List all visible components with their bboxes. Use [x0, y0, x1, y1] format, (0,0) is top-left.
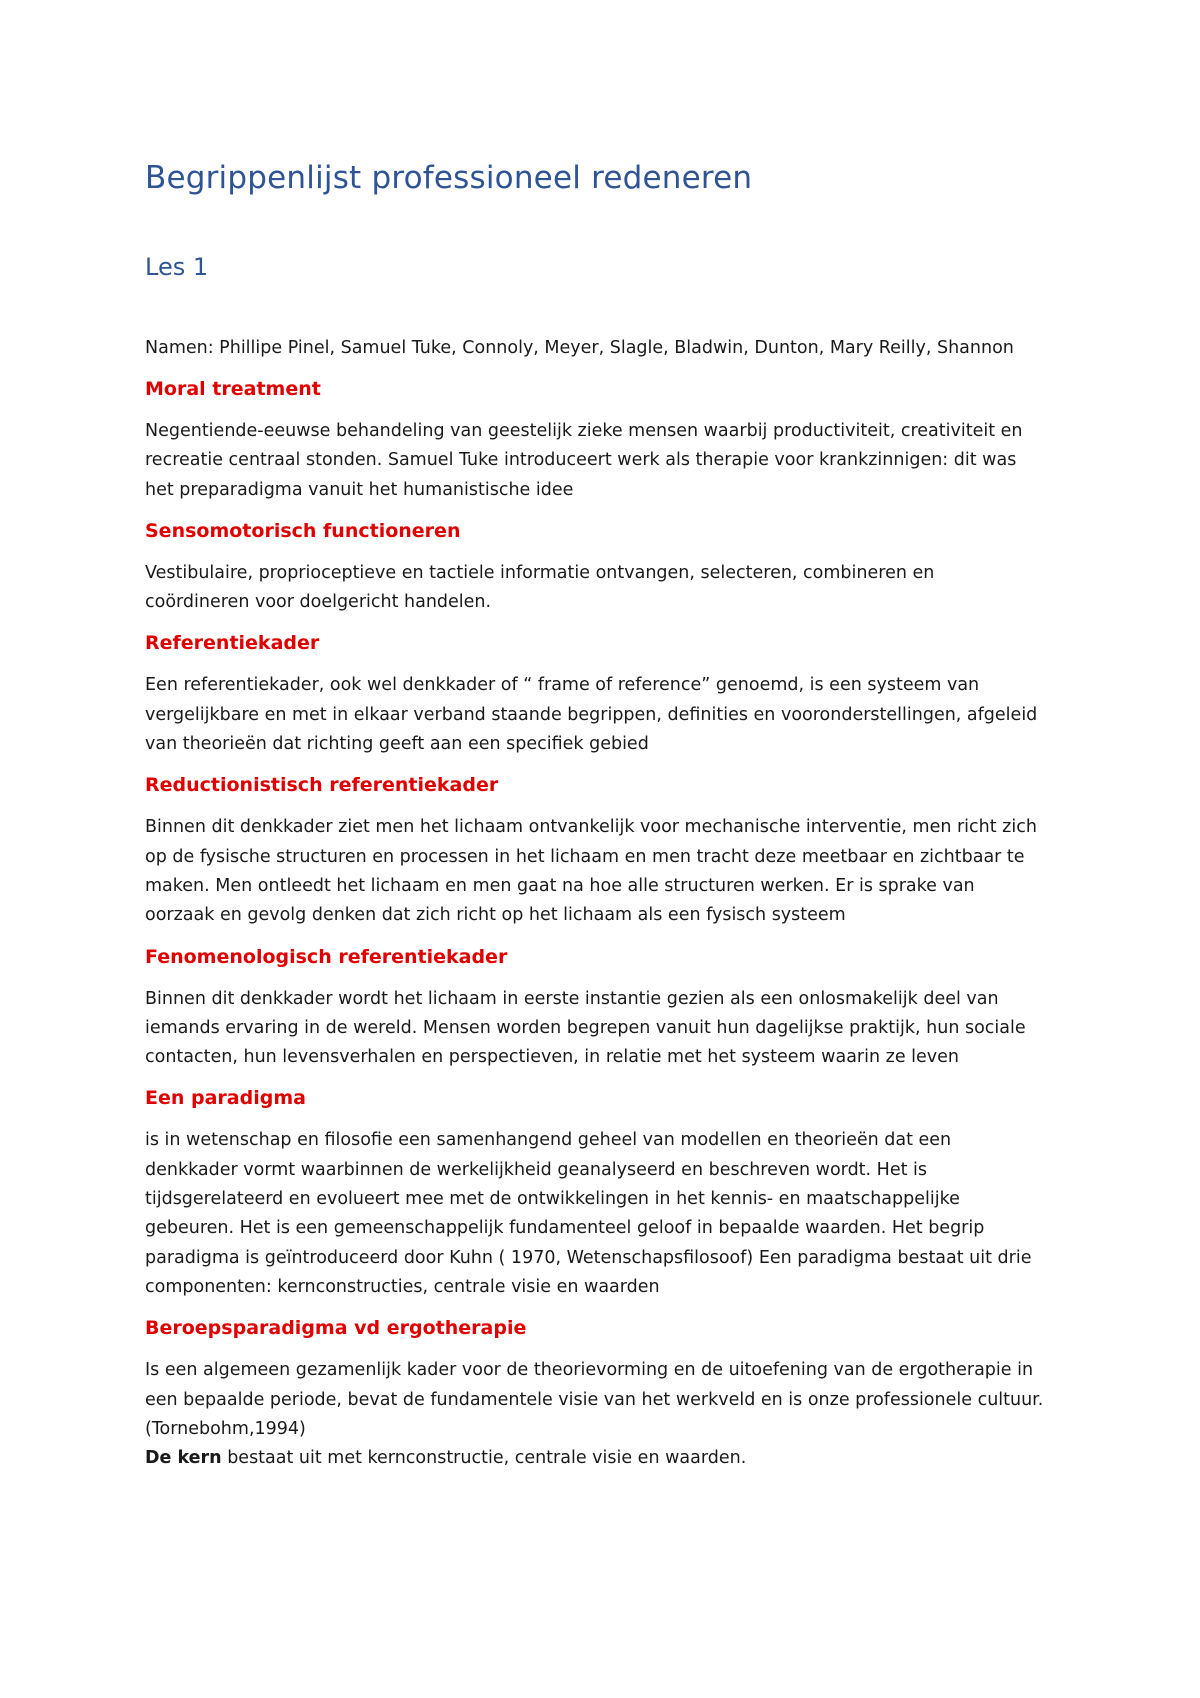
document-title: Begrippenlijst professioneel redeneren [145, 160, 753, 196]
definition-line: iemands ervaring in de wereld. Mensen worden begrepen vanuit hun dagelijkse praktijk, hun sociale [145, 1017, 1026, 1038]
term-heading: Een paradigma [145, 1087, 306, 1110]
definition-line: het preparadigma vanuit het humanistische idee [145, 479, 574, 500]
definition-line: een bepaalde periode, bevat de fundamentele visie van het werkveld en is onze professionele cultuur. [145, 1389, 1044, 1410]
definition-line: op de fysische structuren en processen in het lichaam en men tracht deze meetbaar en zichtbaar te [145, 846, 1025, 867]
definition-line: coördineren voor doelgericht handelen. [145, 592, 492, 613]
definition-line: contacten, hun levensverhalen en perspectieven, in relatie met het systeem waarin ze leven [145, 1047, 959, 1068]
definition-line: van theorieën dat richting geeft aan een specifiek gebied [145, 734, 649, 755]
lesson-heading: Les 1 [145, 253, 209, 281]
definition-line: is in wetenschap en filosofie een samenhangend geheel van modellen en theorieën dat een [145, 1130, 952, 1151]
definition-line: componenten: kernconstructies, centrale visie en waarden [145, 1276, 660, 1297]
names-line: Namen: Phillipe Pinel, Samuel Tuke, Connoly, Meyer, Slagle, Bladwin, Dunton, Mary Reilly, Shannon [145, 338, 1014, 358]
term-definition [145, 417, 1075, 505]
definition-line: denkkader vormt waarbinnen de werkelijkheid geanalyseerd en beschreven wordt. Het is [145, 1159, 927, 1180]
definition-line: Is een algemeen gezamenlijk kader voor de theorievorming en de uitoefening van de ergotherapie in [145, 1360, 1034, 1381]
document-body [145, 334, 1075, 1485]
kern-bold-label: De kern [145, 1448, 222, 1469]
term-heading: Moral treatment [145, 378, 321, 400]
definition-line: Binnen dit denkkader ziet men het lichaam ontvankelijk voor mechanische interventie, men richt zich [145, 817, 1037, 838]
definition-line: (Tornebohm,1994) [145, 1418, 306, 1439]
term-heading: Referentiekader [145, 632, 320, 655]
definition-line: oorzaak en gevolg denken dat zich richt op het lichaam als een fysisch systeem [145, 905, 846, 926]
definition-line [145, 1444, 1075, 1473]
term-heading: Beroepsparadigma vd ergotherapie [145, 1317, 527, 1340]
term-definition [145, 1356, 1075, 1473]
term-definition [145, 1126, 1075, 1302]
definition-line: Negentiende-eeuwse behandeling van geestelijk zieke mensen waarbij productiviteit, creativiteit en [145, 421, 1023, 441]
term-definition [145, 559, 1075, 618]
definition-line: Een referentiekader, ook wel denkkader of “ frame of reference” genoemd, is een systeem van [145, 675, 980, 696]
definition-line: maken. Men ontleedt het lichaam en men gaat na hoe alle structuren werken. Er is sprake van [145, 875, 975, 896]
definition-line: tijdsgerelateerd en evolueert mee met de ontwikkelingen in het kennis- en maatschappelijke [145, 1189, 960, 1210]
definition-line: vergelijkbare en met in elkaar verband staande begrippen, definities en vooronderstellingen, afgeleid [145, 704, 1038, 725]
term-heading: Fenomenologisch referentiekader [145, 945, 508, 968]
term-definition [145, 813, 1075, 930]
definition-line: Vestibulaire, proprioceptieve en tactiele informatie ontvangen, selecteren, combineren en [145, 562, 935, 583]
term-definition [145, 671, 1075, 759]
kern-text: bestaat uit met kernconstructie, centrale visie en waarden. [221, 1448, 747, 1469]
term-definition [145, 985, 1075, 1073]
definition-line: recreatie centraal stonden. Samuel Tuke introduceert werk als therapie voor krankzinnigen: dit was [145, 450, 1017, 471]
term-heading: Reductionistisch referentiekader [145, 774, 499, 797]
definition-line: gebeuren. Het is een gemeenschappelijk fundamenteel geloof in bepaalde waarden. Het begrip [145, 1218, 985, 1239]
term-heading: Sensomotorisch functioneren [145, 519, 461, 542]
definition-line: paradigma is geïntroduceerd door Kuhn ( 1970, Wetenschapsfilosoof) Een paradigma bestaat uit drie [145, 1247, 1032, 1268]
definition-line: Binnen dit denkkader wordt het lichaam in eerste instantie gezien als een onlosmakelijk deel van [145, 988, 999, 1009]
